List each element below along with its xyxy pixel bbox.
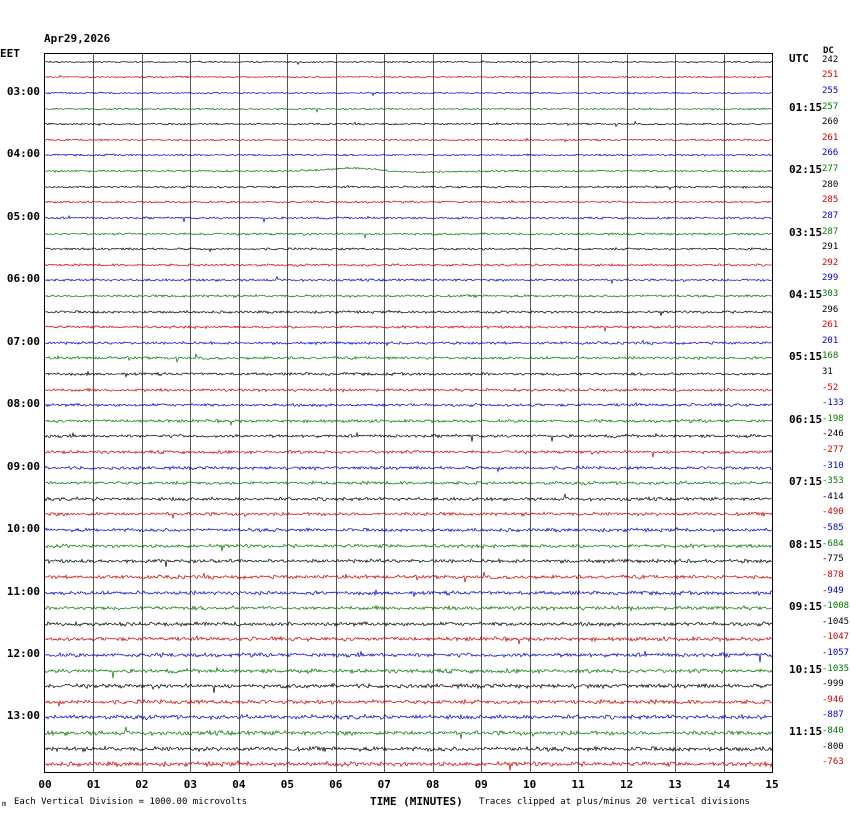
dc-value: -949 <box>822 585 844 596</box>
corner-mark: m <box>2 800 7 808</box>
x-tick-label: 07 <box>377 778 391 791</box>
dc-value: -277 <box>822 445 844 456</box>
right-time-label: 05:15 <box>789 350 823 364</box>
dc-value: -763 <box>822 757 844 768</box>
x-tick-label: 08 <box>426 778 440 791</box>
dc-value: -840 <box>822 725 844 736</box>
footnote-scale: Each Vertical Division = 1000.00 microvolts <box>14 797 247 807</box>
dc-value: -684 <box>822 538 844 549</box>
dc-value: 168 <box>822 351 839 362</box>
left-time-label: 09:00 <box>6 459 40 473</box>
left-time-label: 13:00 <box>6 709 40 723</box>
left-time-label: 07:00 <box>6 334 40 348</box>
dc-value: 255 <box>822 86 839 97</box>
left-time-label: 10:00 <box>6 522 40 536</box>
x-tick-label: 03 <box>183 778 198 791</box>
dc-value: -246 <box>822 429 844 440</box>
x-tick-label: 01 <box>86 778 101 791</box>
x-tick-label: 05 <box>280 778 294 791</box>
x-axis-title: TIME (MINUTES) <box>370 795 463 808</box>
dc-value: -310 <box>822 460 844 471</box>
left-time-label: 06:00 <box>6 272 40 286</box>
header-date: Apr29,2026 <box>44 32 111 45</box>
x-tick-label: 09 <box>474 778 488 791</box>
x-tick-label: 00 <box>38 778 52 791</box>
right-time-label: 01:15 <box>789 100 823 114</box>
dc-value: 280 <box>822 179 839 190</box>
left-time-label: 11:00 <box>6 584 40 598</box>
x-tick-label: 15 <box>765 778 779 791</box>
dc-value: -1035 <box>822 663 850 674</box>
dc-value: 261 <box>822 320 839 331</box>
dc-value: -1057 <box>822 647 850 658</box>
dc-value: -198 <box>822 413 844 424</box>
right-time-label: 07:15 <box>789 475 823 489</box>
dc-value: -1045 <box>822 616 850 627</box>
right-time-label: 09:15 <box>789 600 823 614</box>
dc-value: -800 <box>822 741 844 752</box>
seismogram-plot <box>44 53 773 773</box>
dc-value: 242 <box>822 54 839 65</box>
dc-value: 292 <box>822 257 839 268</box>
x-tick-label: 14 <box>716 778 731 791</box>
right-time-label: 04:15 <box>789 287 823 301</box>
dc-value: -946 <box>822 694 844 705</box>
right-time-label: 03:15 <box>789 225 823 239</box>
x-tick-label: 12 <box>619 778 634 791</box>
left-time-label: 03:00 <box>6 85 40 99</box>
dc-value: 287 <box>822 210 839 221</box>
dc-value: -414 <box>822 491 844 502</box>
dc-value: 291 <box>822 242 839 253</box>
dc-value: 31 <box>822 366 833 377</box>
dc-value: 257 <box>822 101 839 112</box>
left-time-label: 05:00 <box>6 209 40 223</box>
right-time-label: 02:15 <box>789 163 823 177</box>
dc-value: -353 <box>822 476 844 487</box>
dc-value: 251 <box>822 70 839 81</box>
right-time-label: 08:15 <box>789 537 823 551</box>
dc-value: 287 <box>822 226 839 237</box>
left-time-label: 04:00 <box>6 147 40 161</box>
x-tick-label: 06 <box>329 778 343 791</box>
right-time-label: 06:15 <box>789 412 823 426</box>
dc-value: -1047 <box>822 632 850 643</box>
dc-value: 260 <box>822 117 839 128</box>
dc-value: 285 <box>822 195 839 206</box>
dc-value: 201 <box>822 335 839 346</box>
x-tick-label: 04 <box>232 778 246 791</box>
dc-value: 277 <box>822 164 839 175</box>
dc-value: -585 <box>822 523 844 534</box>
left-time-label: 08:00 <box>6 397 40 411</box>
seismogram-trace <box>45 754 773 773</box>
x-tick-label: 11 <box>571 778 585 791</box>
x-axis-ticks <box>38 778 779 792</box>
dc-value: 299 <box>822 273 839 284</box>
dc-value: -887 <box>822 710 844 721</box>
dc-value: -52 <box>822 382 839 393</box>
right-time-label: 11:15 <box>789 724 823 738</box>
dc-value: -999 <box>822 679 844 690</box>
x-tick-label: 02 <box>135 778 149 791</box>
dc-value: -878 <box>822 569 844 580</box>
dc-value: 266 <box>822 148 839 159</box>
left-time-label: 12:00 <box>6 646 40 660</box>
dc-value: 303 <box>822 288 839 299</box>
dc-value: -490 <box>822 507 844 518</box>
dc-value: 261 <box>822 132 839 143</box>
dc-value: -1008 <box>822 601 850 612</box>
dc-column-label: DC <box>823 46 834 56</box>
right-time-label: 10:15 <box>789 662 823 676</box>
dc-value: -133 <box>822 398 844 409</box>
x-tick-label: 10 <box>523 778 537 791</box>
x-tick-label: 13 <box>668 778 682 791</box>
dc-value: -775 <box>822 554 844 565</box>
left-timezone-label: EET <box>0 47 20 60</box>
footnote-clipping: Traces clipped at plus/minus 20 vertical divisions <box>479 797 750 807</box>
right-timezone-label: UTC <box>789 52 809 65</box>
dc-value: 296 <box>822 304 839 315</box>
